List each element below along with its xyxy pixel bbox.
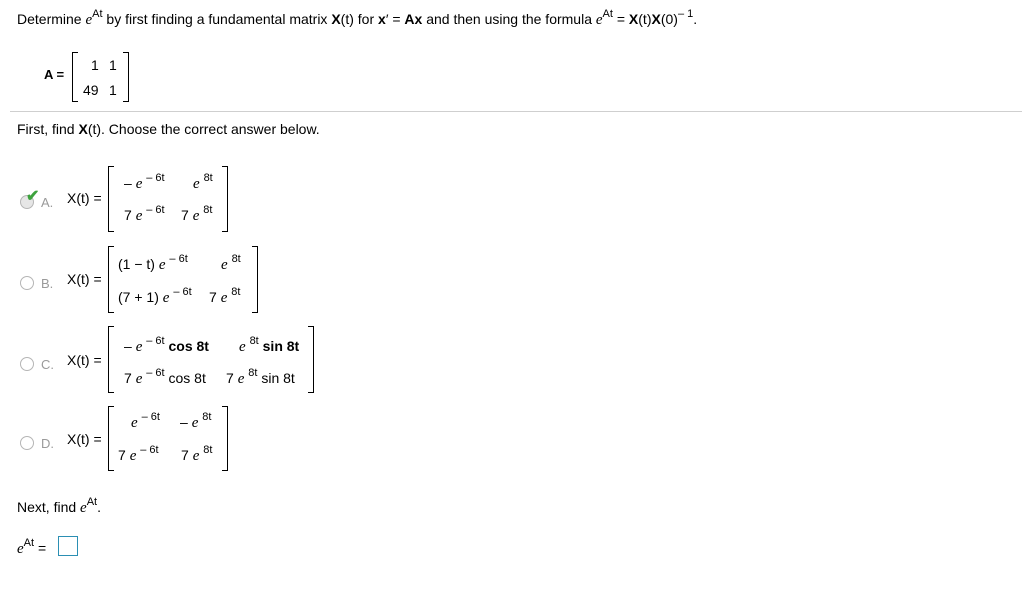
e-symbol: e — [239, 339, 246, 355]
bold-X: X — [628, 11, 639, 27]
exponent: 8t — [203, 444, 213, 456]
right-bracket — [123, 52, 129, 102]
coefficient: (7 + 1) — [118, 289, 163, 305]
exponent: – 6t — [173, 286, 192, 298]
e-symbol: e — [221, 257, 228, 273]
e-symbol: e — [220, 290, 228, 306]
prompt-part: (t). Choose the correct answer below. — [87, 121, 320, 137]
left-bracket — [108, 406, 114, 471]
matrix-cell — [124, 204, 165, 225]
exponent: – 6t — [146, 172, 165, 184]
question-part: = — [612, 11, 629, 27]
e-symbol: e — [192, 448, 200, 464]
e-symbol: e — [135, 208, 143, 224]
check-icon: ✔ — [26, 188, 40, 205]
coefficient: – — [180, 414, 192, 430]
matrix-cell — [226, 367, 295, 388]
x-t-label: X(t) = — [67, 271, 102, 287]
exponent: – 6t — [140, 444, 159, 456]
prompt-part: Next, find — [17, 499, 81, 515]
coefficient: 7 — [124, 207, 136, 223]
matrix-cell — [124, 367, 206, 388]
e-symbol: e — [192, 208, 200, 224]
matrix-cell — [181, 444, 213, 465]
prompt-part: First, find — [17, 121, 79, 137]
matrix-cell: 1 — [109, 57, 117, 73]
matrix-cell — [181, 204, 213, 225]
exponent: At — [23, 537, 35, 549]
exponent: At — [602, 8, 613, 20]
question-part: and then using the formula — [422, 11, 596, 27]
option-letter: A. — [41, 195, 54, 210]
exponent: 8t — [249, 335, 259, 347]
matrix-cell — [180, 411, 212, 432]
question-part: (t) — [638, 11, 652, 27]
coefficient: 7 — [226, 370, 238, 386]
x-t-label: X(t) = — [67, 190, 102, 206]
bold-x: x — [378, 11, 386, 27]
exponent: 8t — [203, 172, 213, 184]
radio-c[interactable] — [20, 357, 34, 371]
e-symbol: e — [129, 448, 137, 464]
question-text — [17, 8, 698, 29]
radio-b[interactable] — [20, 276, 34, 290]
left-bracket — [108, 166, 114, 232]
matrix-cell — [118, 286, 192, 307]
question-part: ′ = — [385, 11, 405, 27]
e-symbol: e — [80, 500, 87, 516]
trig-factor: sin 8t — [261, 370, 295, 386]
radio-d[interactable] — [20, 436, 34, 450]
bold-Ax: Ax — [404, 11, 423, 27]
matrix-cell: 1 — [91, 57, 99, 73]
right-bracket — [308, 326, 314, 393]
bold-X: X — [331, 11, 341, 27]
trig-factor: cos 8t — [168, 338, 209, 354]
left-bracket — [108, 246, 114, 313]
coefficient: 7 — [124, 370, 136, 386]
coefficient: – — [124, 338, 136, 354]
left-bracket — [108, 326, 114, 393]
bold-X: X — [78, 121, 88, 137]
prompt-part: . — [97, 499, 101, 515]
e-symbol: e — [131, 415, 138, 431]
exponent: 8t — [202, 411, 212, 423]
coefficient: 7 — [181, 447, 193, 463]
x-t-label: X(t) = — [67, 431, 102, 447]
question-part: (t) — [340, 11, 354, 27]
divider — [10, 111, 1022, 112]
coefficient: 7 — [209, 289, 221, 305]
trig-factor: cos 8t — [168, 370, 206, 386]
matrix-cell — [193, 172, 213, 193]
matrix-cell — [124, 172, 165, 193]
question-part: (0) — [660, 11, 678, 27]
bold-X: X — [651, 11, 661, 27]
e-symbol: e — [193, 176, 200, 192]
e-symbol: e — [162, 290, 170, 306]
trig-factor: sin 8t — [262, 338, 300, 354]
question-part: Determine — [17, 11, 86, 27]
coefficient: – — [124, 175, 136, 191]
exponent: – 6t — [146, 367, 165, 379]
x-t-label: X(t) = — [67, 352, 102, 368]
matrix-cell — [131, 411, 160, 432]
right-bracket — [222, 406, 228, 471]
exponent: – 6t — [169, 253, 188, 265]
matrix-cell — [124, 335, 209, 356]
e-symbol: e — [237, 371, 245, 387]
question-part: for — [353, 11, 379, 27]
exponent: 8t — [248, 367, 258, 379]
e-symbol: e — [17, 541, 24, 557]
e-symbol: e — [595, 12, 603, 28]
e-symbol: e — [158, 257, 166, 273]
matrix-cell — [118, 444, 159, 465]
option-letter: D. — [41, 436, 54, 451]
coefficient: 7 — [181, 207, 193, 223]
right-bracket — [222, 166, 228, 232]
matrix-a-label: A = — [44, 67, 65, 82]
exponent: – 1 — [677, 8, 694, 20]
e-symbol: e — [85, 12, 93, 28]
exponent: 8t — [231, 253, 241, 265]
matrix-cell — [118, 253, 188, 274]
left-bracket — [72, 52, 78, 102]
exponent: 8t — [231, 286, 241, 298]
answer-input-box[interactable] — [58, 536, 78, 556]
prompt-find-x — [17, 121, 320, 137]
question-part: by first finding a fundamental matrix — [102, 11, 332, 27]
e-symbol: e — [135, 176, 143, 192]
matrix-cell — [239, 335, 300, 356]
question-part: . — [693, 11, 698, 27]
exponent: At — [86, 496, 98, 508]
e-symbol: e — [135, 339, 143, 355]
coefficient: 7 — [118, 447, 130, 463]
exponent: – 6t — [141, 411, 160, 423]
matrix-cell — [221, 253, 241, 274]
matrix-cell: 1 — [109, 82, 117, 98]
matrix-cell — [209, 286, 241, 307]
exponent: – 6t — [146, 204, 165, 216]
exponent: At — [92, 8, 103, 20]
e-symbol: e — [191, 415, 199, 431]
coefficient: (1 − t) — [118, 256, 159, 272]
option-letter: C. — [41, 357, 54, 372]
e-symbol: e — [135, 371, 143, 387]
answer-label — [17, 537, 47, 558]
option-letter: B. — [41, 276, 54, 291]
matrix-cell: 49 — [83, 82, 99, 98]
equals-sign: = — [34, 540, 47, 556]
right-bracket — [252, 246, 258, 313]
exponent: 8t — [203, 204, 213, 216]
prompt-find-eat — [17, 496, 101, 517]
exponent: – 6t — [146, 335, 165, 347]
